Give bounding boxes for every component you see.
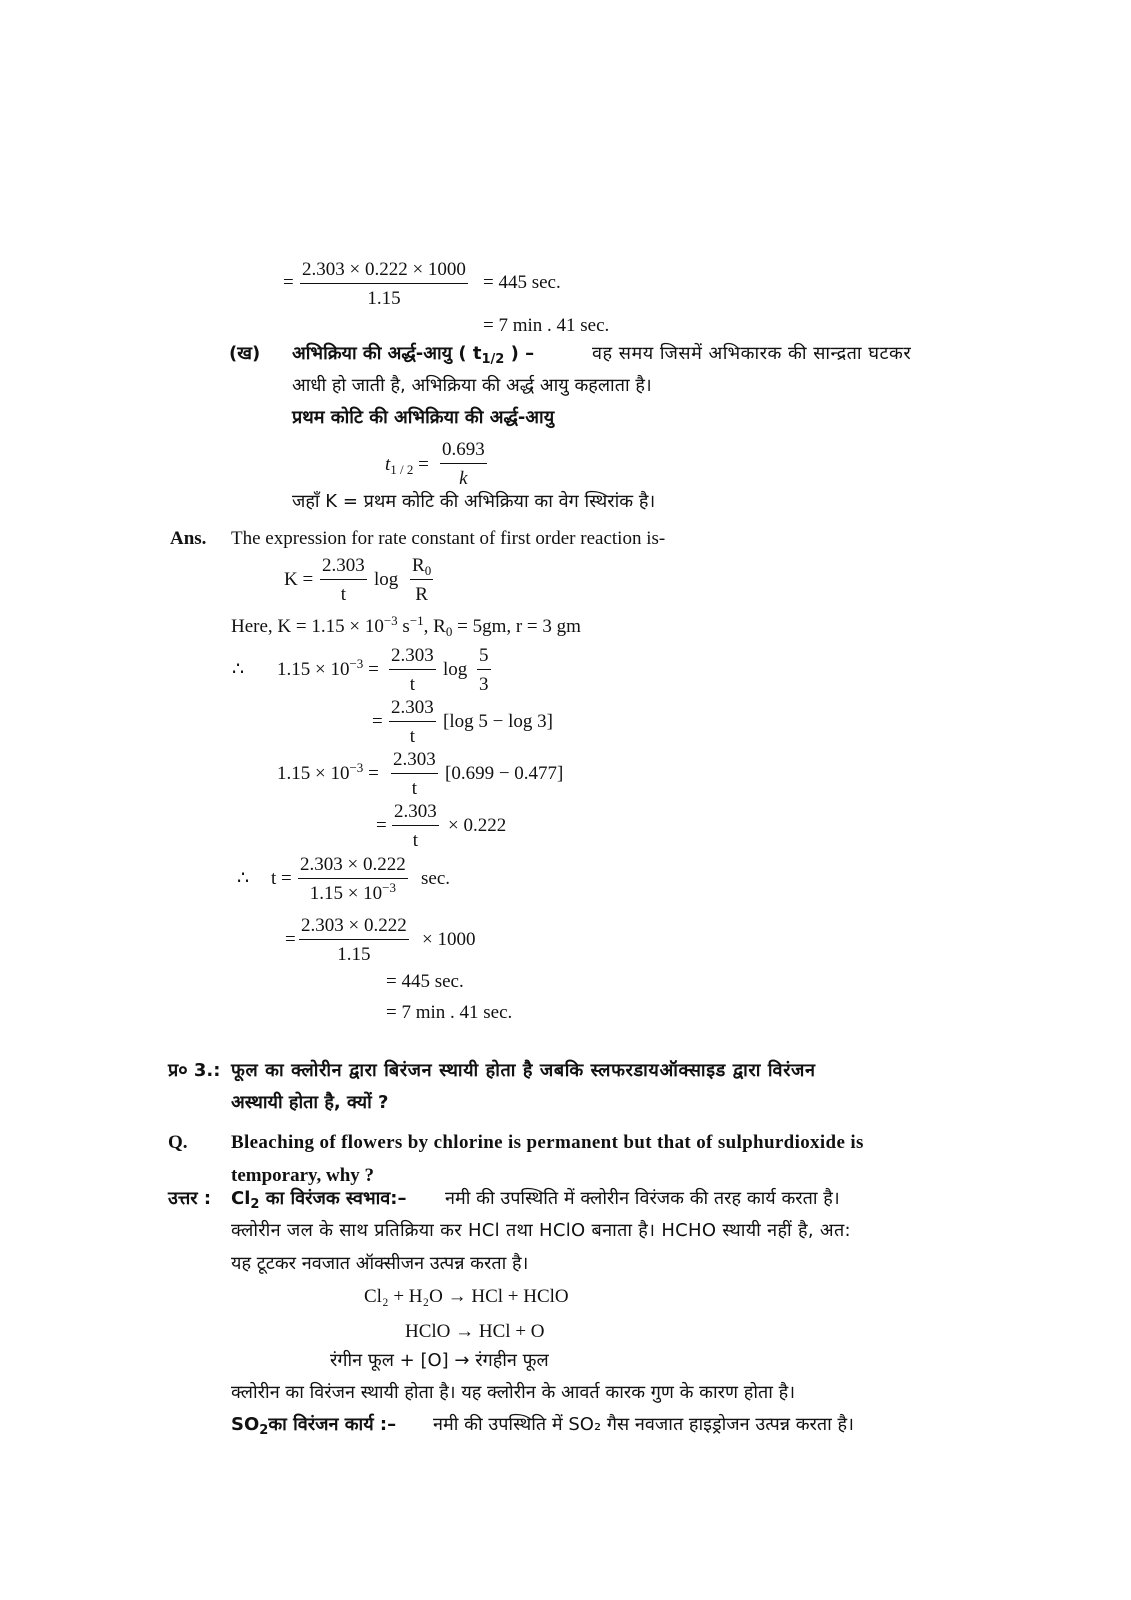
question-hindi: अस्थायी होता है, क्यों ?	[231, 1092, 389, 1113]
numerator: 2.303	[320, 556, 367, 580]
section-heading	[292, 343, 535, 367]
so2-heading	[231, 1414, 397, 1438]
subheading: प्रथम कोटि की अभिक्रिया की अर्द्ध-आयु	[292, 407, 555, 428]
question-hindi: फूल का क्लोरीन द्वारा बिरंजन स्थायी होता है जबकि स्लफरडायऑक्साइड द्वारा विरंजन	[231, 1060, 816, 1081]
equals: =	[368, 659, 379, 680]
therefore-symbol: ∴	[237, 868, 250, 889]
fraction	[389, 698, 436, 746]
text: 1.15 × 10	[277, 763, 350, 784]
denominator: 1.15	[337, 944, 371, 965]
subscript: 0	[424, 563, 432, 578]
chemical-reaction: रंगीन फूल + [O] → रंगहीन फूल	[330, 1350, 549, 1371]
r-symbol: R	[412, 555, 425, 576]
k-symbol: k	[459, 468, 468, 489]
step-lhs: t =	[271, 868, 292, 889]
fraction	[299, 916, 409, 964]
text: Cl	[231, 1188, 251, 1209]
exponent: −3	[382, 880, 397, 895]
fraction	[389, 646, 436, 694]
heading-text: अभिक्रिया की अर्द्ध-आयु ( t	[292, 343, 482, 364]
bracket-expression: [0.699 − 0.477]	[445, 763, 564, 784]
text: 1.15 × 10	[277, 659, 350, 680]
numerator: 0.693	[440, 440, 487, 464]
answer-text: यह टूटकर नवजात ऑक्सीजन उत्पन्न करता है।	[231, 1253, 529, 1274]
eq-lhs: K =	[284, 569, 314, 590]
numerator: 2.303	[391, 750, 438, 774]
product-expression: × 1000	[422, 929, 476, 950]
answer-text: क्लोरीन जल के साथ प्रतिक्रिया कर HCl तथा HClO बनाता है। HCHO स्थायी नहीं है, अत:	[231, 1220, 851, 1241]
result: = 7 min . 41 sec.	[483, 315, 610, 336]
denominator: t	[340, 584, 347, 605]
question-label: प्र० 3.:	[168, 1060, 221, 1081]
fraction	[392, 802, 439, 850]
equals: =	[372, 711, 383, 732]
denominator: R	[415, 584, 428, 605]
step-lhs	[277, 656, 379, 680]
top-calc-fraction	[300, 260, 468, 308]
step-lhs	[277, 760, 379, 784]
text: का विरंजक स्वभाव:–	[259, 1188, 407, 1209]
numerator: 2.303	[389, 698, 436, 722]
unit: sec.	[421, 868, 451, 889]
log-text: log	[443, 659, 468, 680]
text: का विरंजन कार्य :–	[268, 1414, 397, 1435]
numerator: 2.303 × 0.222	[299, 916, 409, 940]
denominator: 3	[479, 674, 489, 695]
equals: =	[376, 815, 387, 836]
fraction	[410, 556, 433, 604]
numerator: 2.303	[389, 646, 436, 670]
subscript: 2	[259, 1423, 269, 1438]
numerator: 2.303 × 0.222 × 1000	[300, 260, 468, 284]
question-english: temporary, why ?	[231, 1165, 375, 1186]
equals: =	[285, 929, 296, 950]
exponent: −1	[409, 613, 424, 628]
formula-lhs: $t_{1 / 2}$ =	[385, 454, 429, 477]
numerator: 2.303	[392, 802, 439, 826]
chemical-reaction: Cl₂ + H₂O → HCl + HClO	[364, 1286, 569, 1307]
answer-text: नमी की उपस्थिति में SO₂ गैस नवजात हाइड्रोजन उत्पन्न करता है।	[433, 1414, 854, 1435]
text: Here, K = 1.15 × 10	[231, 616, 384, 637]
denominator: t	[409, 674, 416, 695]
subscript: 2	[250, 1197, 260, 1212]
definition-text: आधी हो जाती है, अभिक्रिया की अर्द्ध आयु कहलाता है।	[292, 375, 652, 396]
question-english: Bleaching of flowers by chlorine is permanent but that of sulphurdioxide is	[231, 1132, 864, 1153]
denominator: t	[411, 778, 418, 799]
where-text: जहाँ K = प्रथम कोटि की अभिक्रिया का वेग स्थिरांक है।	[292, 491, 656, 512]
half-subscript: 1 / 2	[390, 462, 414, 477]
denominator	[440, 464, 487, 488]
equals: =	[368, 763, 379, 784]
section-label: (ख)	[229, 343, 261, 364]
question-label: Q.	[168, 1132, 188, 1153]
denominator: 1.15	[367, 288, 401, 309]
numerator: 2.303 × 0.222	[298, 855, 408, 879]
answer-text: नमी की उपस्थिति में क्लोरीन विरंजक की तरह कार्य करता है।	[445, 1188, 840, 1209]
text: 1.15 × 10	[309, 883, 383, 904]
exponent: −3	[349, 656, 364, 671]
bracket-expression: [log 5 − log 3]	[443, 711, 553, 732]
product-expression: × 0.222	[448, 815, 507, 836]
log-text: log	[374, 569, 399, 590]
numerator: 5	[477, 646, 491, 670]
ans-label: Ans.	[170, 528, 207, 549]
text: = 5gm, r = 3 gm	[452, 616, 581, 637]
t-symbol: t	[385, 454, 391, 475]
numerator	[410, 556, 433, 580]
definition-text: वह समय जिसमें अभिकारक की सान्द्रता घटकर	[592, 343, 912, 364]
heading-tail: ) –	[510, 343, 535, 364]
equals-sign: =	[283, 272, 294, 293]
text: s	[397, 616, 410, 637]
result: = 445 sec.	[483, 272, 561, 293]
result: = 445 sec.	[386, 971, 464, 992]
fraction	[320, 556, 367, 604]
exponent: −3	[349, 760, 364, 775]
result: = 7 min . 41 sec.	[386, 1002, 513, 1023]
denominator: t	[409, 726, 416, 747]
answer-label: उत्तर :	[168, 1188, 212, 1209]
chemical-reaction: HClO → HCl + O	[405, 1321, 545, 1342]
given-values	[231, 613, 581, 639]
text: SO	[231, 1414, 260, 1435]
cl2-heading	[231, 1188, 407, 1212]
fraction	[477, 646, 491, 694]
denominator	[298, 879, 408, 903]
half-life-fraction	[440, 440, 487, 488]
subscript: 0	[445, 624, 453, 639]
therefore-symbol: ∴	[232, 659, 245, 680]
answer-text: क्लोरीन का विरंजन स्थायी होता है। यह क्लोरीन के आवर्त कारक गुण के कारण होता है।	[231, 1382, 796, 1403]
denominator: t	[412, 830, 419, 851]
fraction	[298, 855, 408, 903]
heading-subscript: 1/2	[481, 352, 505, 367]
fraction	[391, 750, 438, 798]
text: , R	[423, 616, 446, 637]
exponent: −3	[383, 613, 398, 628]
ans-intro: The expression for rate constant of first order reaction is-	[231, 528, 666, 549]
